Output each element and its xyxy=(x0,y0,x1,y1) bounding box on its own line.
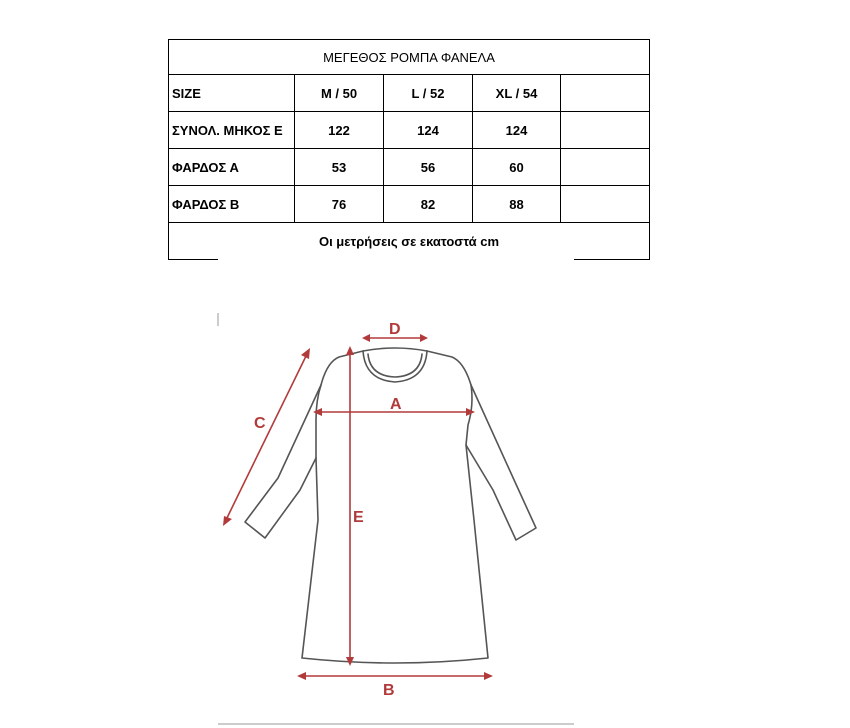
label-a: A xyxy=(390,396,402,413)
label-c: C xyxy=(254,415,266,432)
table-cell: 60 xyxy=(473,149,561,186)
table-cell: 53 xyxy=(295,149,384,186)
label-b: B xyxy=(383,682,395,699)
measurements xyxy=(223,334,493,680)
table-cell: 122 xyxy=(295,112,384,149)
row-label: ΦΑΡΔΟΣ Β xyxy=(169,186,295,223)
table-note: Οι μετρήσεις σε εκατοστά cm xyxy=(169,223,650,260)
arrow-d-right xyxy=(420,334,428,342)
arrow-b-right xyxy=(484,672,493,680)
label-d: D xyxy=(389,321,401,338)
image-overlap xyxy=(218,258,574,264)
table-cell: 124 xyxy=(384,112,473,149)
arrow-a-left xyxy=(313,408,322,416)
header-size-xl: XL / 54 xyxy=(473,75,561,112)
table-cell: 76 xyxy=(295,186,384,223)
header-size-m: M / 50 xyxy=(295,75,384,112)
arrow-c-bottom xyxy=(223,516,232,526)
neckline-rib xyxy=(368,354,422,377)
header-size-label: SIZE xyxy=(169,75,295,112)
neckline-back xyxy=(363,348,427,351)
table-title: ΜΕΓΕΘΟΣ ΡΟΜΠΑ ΦΑΝΕΛΑ xyxy=(169,40,650,75)
row-label: ΦΑΡΔΟΣ Α xyxy=(169,149,295,186)
row-label: ΣΥΝΟΛ. ΜΗΚΟΣ Ε xyxy=(169,112,295,149)
label-e: E xyxy=(353,509,364,526)
table-cell: 124 xyxy=(473,112,561,149)
arrow-e-top xyxy=(346,346,354,355)
table-cell: 82 xyxy=(384,186,473,223)
table-cell: 56 xyxy=(384,149,473,186)
arrow-d-left xyxy=(362,334,370,342)
arrow-b-left xyxy=(297,672,306,680)
header-size-l: L / 52 xyxy=(384,75,473,112)
table-cell: 88 xyxy=(473,186,561,223)
